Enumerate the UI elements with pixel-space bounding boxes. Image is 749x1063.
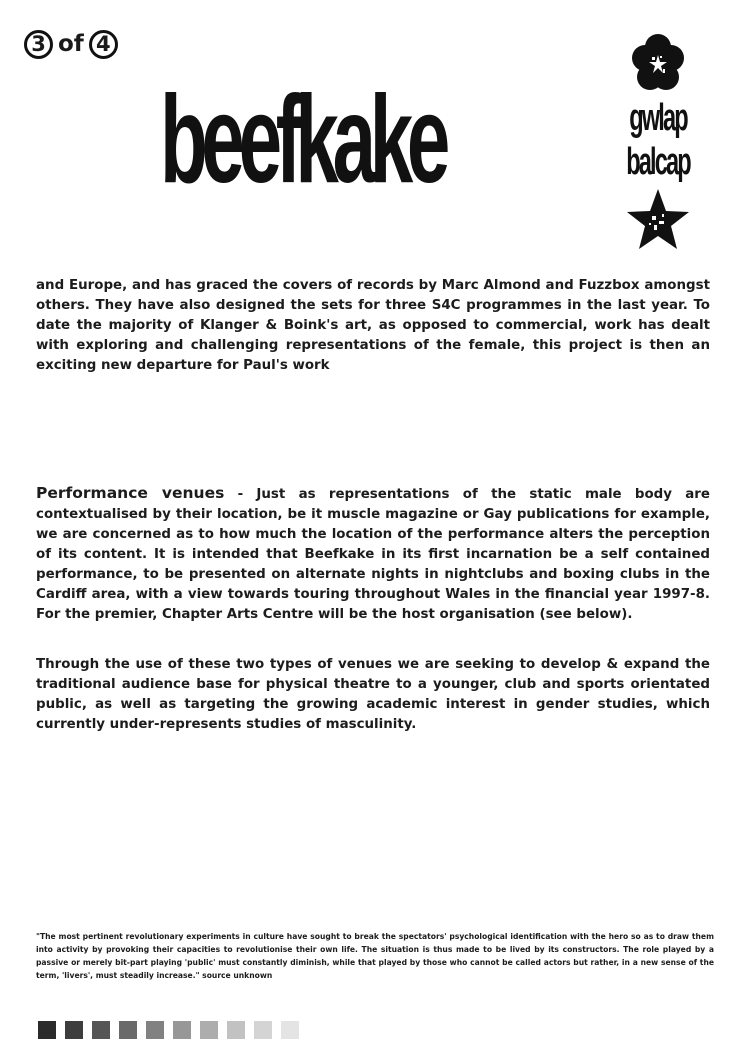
gray-swatch: [65, 1021, 83, 1039]
total-page-number: 4: [89, 30, 118, 59]
venues-body: Just as representations of the static male body are contextualised by their location, be it muscle magazine or Gay publications for example, we are concerned as to how much the location of the performance alters the perception of its content. It is intended that Beefkake in its first incarnation be a self contained performance, to be presented on alternate nights in nightclubs and boxing clubs in the Cardiff area, with a view towards touring throughout Wales in the financial year 1997-8. For the premier, Chapter Arts Centre will be the host organisation (see below).: [36, 487, 710, 622]
audience-paragraph: Through the use of these two types of venues we are seeking to develop & expand the traditional audience base for physical theatre to a younger, club and sports orientated public, as well as targeting the growing academic interest in gender studies, which currently under-represents studies of masculinity.: [36, 657, 710, 732]
footer-quote: "The most pertinent revolutionary experiments in culture have sought to break the spectators' psychological identification with the hero so as to draw them into activity by provoking their capacities to revolutionise their own life. The situation is thus made to be lived by its constructors. The role played by a passive or merely bit-part playing 'public' must constantly diminish, while that played by those who cannot be called actors but rather, in a new sense of the term, 'livers', must steadily increase." source unknown: [36, 932, 714, 980]
gray-swatch: [281, 1021, 299, 1039]
gray-swatch: [38, 1021, 56, 1039]
gray-swatch: [227, 1021, 245, 1039]
venues-paragraph: [36, 483, 710, 625]
page-marker-of: of: [58, 31, 84, 57]
current-page-number: 3: [24, 30, 53, 59]
star-icon: [626, 188, 690, 252]
venues-separator: -: [224, 487, 257, 502]
venues-heading: Performance venues: [36, 484, 225, 502]
page-title: beefkake: [160, 71, 445, 209]
logo-text-bottom: balcap: [626, 141, 690, 183]
gray-swatch: [146, 1021, 164, 1039]
logo: [603, 33, 713, 258]
page-marker: [24, 30, 118, 59]
gray-swatch: [200, 1021, 218, 1039]
gray-swatch: [92, 1021, 110, 1039]
gray-swatch: [119, 1021, 137, 1039]
logo-text-top: gwlap: [629, 97, 687, 139]
flower-icon: [630, 33, 686, 95]
gray-swatch: [254, 1021, 272, 1039]
gray-swatch: [173, 1021, 191, 1039]
grayscale-swatch-strip: [38, 1021, 299, 1039]
intro-paragraph: and Europe, and has graced the covers of records by Marc Almond and Fuzzbox amongst others. They have also designed the sets for three S4C programmes in the last year. To date the majority of Klanger & Boink's art, as opposed to commercial, work has dealt with exploring and challenging representations of the female, this project is then an exciting new departure for Paul's work: [36, 278, 710, 373]
